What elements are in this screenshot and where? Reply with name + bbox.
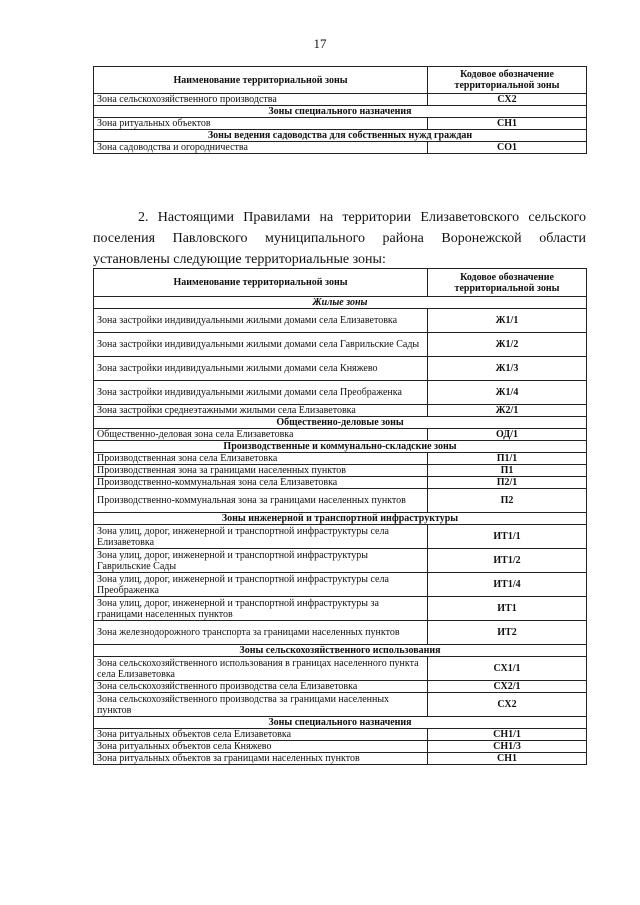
zone-code-cell: СН1 [428, 753, 587, 765]
zone-code-cell: П1 [428, 465, 587, 477]
table-row [94, 741, 587, 753]
section-row [94, 645, 587, 657]
page-number: 17 [313, 36, 327, 51]
zone-name-cell: Зона застройки индивидуальными жилыми домами села Преображенка [94, 381, 428, 405]
section-row [94, 513, 587, 525]
zone-code-cell: СН1/1 [428, 729, 587, 741]
section-row [94, 441, 587, 453]
zone-code-cell: Ж1/1 [428, 309, 587, 333]
table-row [94, 549, 587, 573]
section-row [94, 417, 587, 429]
table-row [94, 453, 587, 465]
column-header-name: Наименование территориальной зоны [94, 67, 428, 94]
zone-code-cell: СХ2 [428, 94, 587, 106]
section-title: Зоны ведения садоводства для собственных нужд граждан [94, 130, 587, 142]
zone-name-cell: Зона застройки индивидуальными жилыми домами села Елизаветовка [94, 309, 428, 333]
zone-code-cell: СО1 [428, 142, 587, 154]
table-row [94, 333, 587, 357]
zone-name-cell: Зона улиц, дорог, инженерной и транспортной инфраструктуры села Елизаветовка [94, 525, 428, 549]
zone-code-cell: СХ2/1 [428, 681, 587, 693]
zone-name-cell: Зона ритуальных объектов села Елизаветовка [94, 729, 428, 741]
zone-code-cell: Ж1/2 [428, 333, 587, 357]
table-row [94, 405, 587, 417]
section-title: Жилые зоны [94, 297, 587, 309]
zone-name-cell: Зона ритуальных объектов за границами населенных пунктов [94, 753, 428, 765]
table-row [94, 381, 587, 405]
table-row [94, 597, 587, 621]
table-row [94, 142, 587, 154]
section-title: Зоны специального назначения [94, 106, 587, 118]
table-header-row [94, 67, 587, 94]
zone-name-cell: Производственно-коммунальная зона за границами населенных пунктов [94, 489, 428, 513]
table-row [94, 465, 587, 477]
zone-code-cell: ИТ1/1 [428, 525, 587, 549]
section-row [94, 130, 587, 142]
section-row [94, 717, 587, 729]
zone-code-cell: СХ2 [428, 693, 587, 717]
zone-code-cell: ИТ2 [428, 621, 587, 645]
zone-name-cell: Зона сельскохозяйственного использования в границах населенного пункта села Елизаветовка [94, 657, 428, 681]
section-title: Зоны специального назначения [94, 717, 587, 729]
section-title: Общественно-деловые зоны [94, 417, 587, 429]
zone-name-cell: Зона застройки среднеэтажными жилыми села Елизаветовка [94, 405, 428, 417]
zone-name-cell: Зона застройки индивидуальными жилыми домами села Гаврильские Сады [94, 333, 428, 357]
zone-name-cell: Производственная зона за границами населенных пунктов [94, 465, 428, 477]
table-row [94, 573, 587, 597]
table-row [94, 357, 587, 381]
section-title: Зоны сельскохозяйственного использования [94, 645, 587, 657]
zone-name-cell: Общественно-деловая зона села Елизаветовка [94, 429, 428, 441]
zone-name-cell: Зона улиц, дорог, инженерной и транспортной инфраструктуры Гаврильские Сады [94, 549, 428, 573]
table-row [94, 681, 587, 693]
zone-name-cell: Зона ритуальных объектов [94, 118, 428, 130]
table-row [94, 118, 587, 130]
zone-code-cell: Ж2/1 [428, 405, 587, 417]
table-header-row [94, 269, 587, 297]
section-title: Зоны инженерной и транспортной инфраструктуры [94, 513, 587, 525]
section-row [94, 106, 587, 118]
table-row [94, 429, 587, 441]
paragraph-block [93, 207, 586, 270]
table-row [94, 729, 587, 741]
table-row [94, 525, 587, 549]
zone-name-cell: Зона сельскохозяйственного производства [94, 94, 428, 106]
table-row [94, 489, 587, 513]
zone-code-cell: ИТ1/4 [428, 573, 587, 597]
zone-name-cell: Зона железнодорожного транспорта за границами населенных пунктов [94, 621, 428, 645]
table-row [94, 657, 587, 681]
zone-name-cell: Зона ритуальных объектов села Княжево [94, 741, 428, 753]
zone-code-cell: Ж1/4 [428, 381, 587, 405]
table-body [94, 94, 587, 154]
zone-name-cell: Зона сельскохозяйственного производства за границами населенных пунктов [94, 693, 428, 717]
table-row [94, 753, 587, 765]
zone-code-cell: СХ1/1 [428, 657, 587, 681]
zone-name-cell: Производственно-коммунальная зона села Елизаветовка [94, 477, 428, 489]
zone-code-cell: СН1 [428, 118, 587, 130]
zone-code-cell: П2 [428, 489, 587, 513]
zone-name-cell: Зона садоводства и огородничества [94, 142, 428, 154]
zones-table-continued [93, 66, 587, 154]
table-row [94, 309, 587, 333]
zone-code-cell: П2/1 [428, 477, 587, 489]
table-row [94, 693, 587, 717]
zone-code-cell: СН1/3 [428, 741, 587, 753]
section-row [94, 297, 587, 309]
zone-code-cell: Ж1/3 [428, 357, 587, 381]
zone-name-cell: Зона улиц, дорог, инженерной и транспортной инфраструктуры за границами населенных пунктов [94, 597, 428, 621]
paragraph-text: 2. Настоящими Правилами на территории Елизаветовского сельского поселения Павловского муниципального района Воронежской области установлены следующие территориальные зоны: [93, 210, 586, 267]
zone-name-cell: Зона улиц, дорог, инженерной и транспортной инфраструктуры села Преображенка [94, 573, 428, 597]
table-row [94, 477, 587, 489]
zone-code-cell: ИТ1/2 [428, 549, 587, 573]
zone-code-cell: ОД/1 [428, 429, 587, 441]
zone-code-cell: ИТ1 [428, 597, 587, 621]
zone-name-cell: Производственная зона села Елизаветовка [94, 453, 428, 465]
section-title: Производственные и коммунально-складские зоны [94, 441, 587, 453]
zone-name-cell: Зона застройки индивидуальными жилыми домами села Княжево [94, 357, 428, 381]
table-row [94, 94, 587, 106]
zones-table [93, 268, 587, 765]
column-header-code: Кодовое обозначение территориальной зоны [428, 269, 587, 297]
zone-code-cell: П1/1 [428, 453, 587, 465]
column-header-code: Кодовое обозначение территориальной зоны [428, 67, 587, 94]
table-body [94, 297, 587, 765]
table-row [94, 621, 587, 645]
zone-name-cell: Зона сельскохозяйственного производства села Елизаветовка [94, 681, 428, 693]
column-header-name: Наименование территориальной зоны [94, 269, 428, 297]
